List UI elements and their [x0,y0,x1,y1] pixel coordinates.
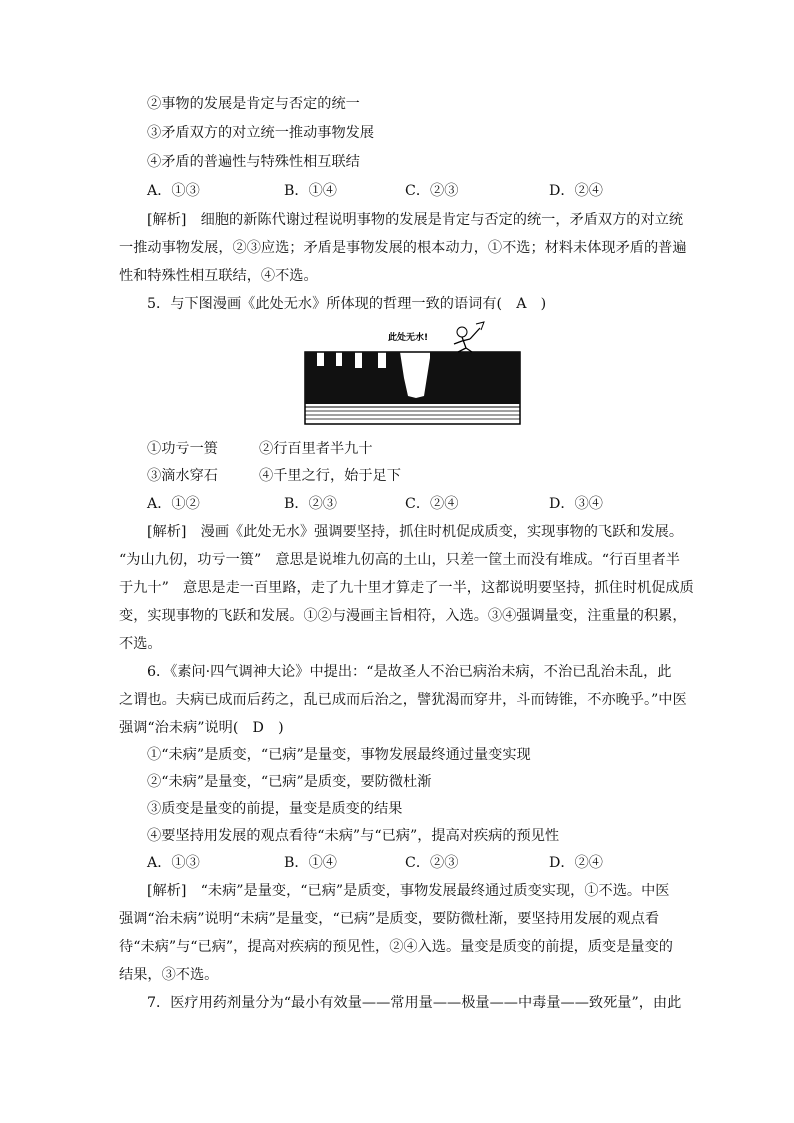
q4-option-d: D．②④ [549,183,603,199]
q5-analysis-line-1: [解析] 漫画《此处无水》强调要坚持，抓住时机促成质变，实现事物的飞跃和发展。 [147,524,684,540]
q5-statement-3: ③滴水穿石 [147,468,218,484]
q5-option-a: A．①② [147,496,200,512]
q4-analysis-line-1: [解析] 细胞的新陈代谢过程说明事物的发展是肯定与否定的统一，矛盾双方的对立统 [147,212,684,228]
q6-analysis-line-3: 待“未病”与“已病”，提高对疾病的预见性，②④入选。量变是质变的前提，质变是量变的 [119,939,673,955]
cartoon-no-water-here [300,318,525,428]
q5-option-c: C．②④ [405,496,459,512]
q4-statement-4: ④矛盾的普遍性与特殊性相互联结 [147,154,360,170]
q6-analysis-line-4: 结果，③不选。 [119,967,219,983]
q5-analysis-line-4: 变，实现事物的飞跃和发展。①②与漫画主旨相符，入选。③④强调量变，注重量的积累， [119,608,687,624]
q5-statement-4: ④千里之行，始于足下 [259,468,401,484]
q7-question: 7．医疗用药剂量分为“最小有效量——常用量——极量——中毒量——致死量”，由此 [147,995,682,1011]
q6-analysis-line-2: 强调“治未病”说明“未病”是量变，“已病”是质变，要防微杜渐，要坚持用发展的观点看 [119,911,660,927]
q5-question: 5．与下图漫画《此处无水》所体现的哲理一致的语词有( A ) [147,296,547,312]
cartoon-caption: 此处无水! [388,333,429,343]
q4-statement-2: ②事物的发展是肯定与否定的统一 [147,96,360,112]
q5-analysis-line-3: 于九十” 意思是走一百里路，走了九十里才算走了一半，这都说明要坚持，抓住时机促成质 [119,580,694,596]
q4-option-c: C．②③ [405,183,459,199]
q4-option-a: A．①③ [147,183,200,199]
q5-option-b: B．②③ [284,496,337,512]
digging-man-icon [454,322,484,352]
q6-option-a: A．①③ [147,855,200,871]
q5-statement-1: ①功亏一篑 [147,441,218,457]
q6-question-line-3: 强调“治未病”说明( D ) [119,720,284,736]
q6-option-c: C．②③ [405,855,459,871]
q6-statement-1: ①“未病”是质变，“已病”是量变，事物发展最终通过量变实现 [147,747,531,763]
q6-option-b: B．①④ [284,855,337,871]
q4-option-b: B．①④ [284,183,337,199]
q6-analysis-line-1: [解析] “未病”是量变，“已病”是质变，事物发展最终通过质变实现，①不选。中医 [147,883,670,899]
q4-analysis-line-3: 性和特殊性相互联结，④不选。 [119,268,318,284]
q6-statement-3: ③质变是量变的前提，量变是质变的结果 [147,801,403,817]
cartoon-illustration [300,318,525,428]
q5-option-d: D．③④ [549,496,603,512]
q5-statement-2: ②行百里者半九十 [259,441,373,457]
q5-analysis-line-2: “为山九仞，功亏一篑” 意思是说堆九仞高的土山，只差一筐土而没有堆成。“行百里者半 [119,552,680,568]
q4-statement-3: ③矛盾双方的对立统一推动事物发展 [147,125,375,141]
q5-analysis-line-5: 不选。 [119,636,162,652]
q6-option-d: D．②④ [549,855,603,871]
q6-statement-4: ④要坚持用发展的观点看待“未病”与“已病”，提高对疾病的预见性 [147,828,560,844]
q6-question-line-1: 6．《素问·四气调神大论》中提出：“是故圣人不治已病治未病，不治已乱治未乱，此 [147,664,672,680]
q6-statement-2: ②“未病”是量变，“已病”是质变，要防微杜渐 [147,774,432,790]
q6-question-line-2: 之谓也。夫病已成而后药之，乱已成而后治之，譬犹渴而穿井，斗而铸锥，不亦晚乎。”中医 [119,692,687,708]
q4-analysis-line-2: 一推动事物发展，②③应选；矛盾是事物发展的根本动力，①不选；材料未体现矛盾的普遍 [119,240,687,256]
